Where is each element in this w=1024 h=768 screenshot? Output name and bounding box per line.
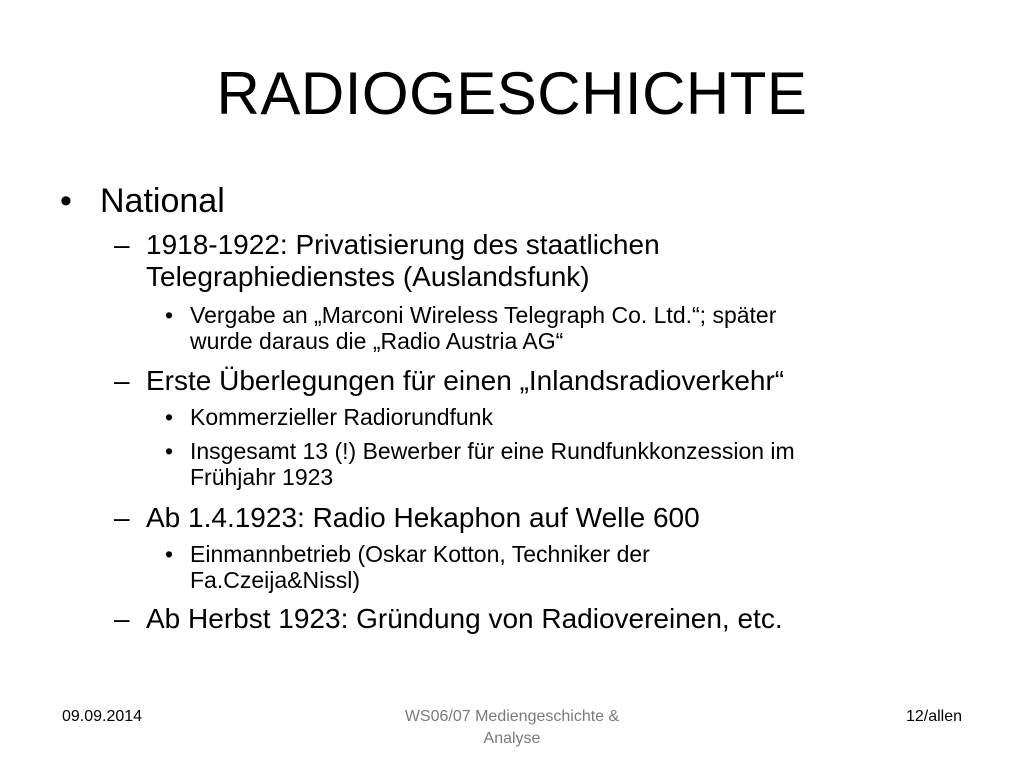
footer-date: 09.09.2014 (62, 708, 143, 725)
item-text-line1: Erste Überlegungen für einen „Inlandsradioverkehr“ (146, 365, 785, 396)
subitem-line1: Vergabe an „Marconi Wireless Telegraph Co. Ltd.“; später (190, 302, 777, 328)
subitem-bullet: • (165, 541, 174, 567)
footer-page-number: 12/allen (905, 708, 962, 725)
footer-course-line1: WS06/07 Mediengeschichte & (404, 708, 620, 725)
slide-title: RADIOGESCHICHTE (216, 60, 808, 127)
item-text-line1: Ab Herbst 1923: Gründung von Radiovereinen, etc. (146, 603, 783, 634)
item-text-line1: 1918-1922: Privatisierung des staatlichen (146, 229, 660, 260)
subitem-line2: Frühjahr 1923 (190, 464, 334, 490)
item-text-line2: Telegraphiedienstes (Auslandsfunk) (146, 261, 590, 292)
item-dash: – (114, 229, 130, 260)
subitem-line1: Kommerzieller Radiorundfunk (190, 404, 493, 430)
level1-bullet: • (60, 182, 72, 220)
subitem-bullet: • (165, 302, 174, 328)
item-dash: – (114, 502, 130, 533)
level1-text: National (100, 182, 225, 220)
subitem-bullet: • (165, 404, 174, 430)
subitem-bullet: • (165, 438, 174, 464)
subitem-line1: Einmannbetrieb (Oskar Kotton, Techniker der (190, 541, 650, 567)
item-dash: – (114, 365, 130, 396)
subitem-line2: wurde daraus die „Radio Austria AG“ (190, 328, 564, 354)
item-text-line1: Ab 1.4.1923: Radio Hekaphon auf Welle 600 (146, 502, 700, 533)
item-dash: – (114, 603, 130, 634)
subitem-line2: Fa.Czeija&Nissl) (190, 567, 360, 593)
footer-course-line2: Analyse (483, 730, 541, 747)
footer-course (352, 706, 672, 750)
subitem-line1: Insgesamt 13 (!) Bewerber für eine Rundfunkkonzession im (190, 438, 795, 464)
